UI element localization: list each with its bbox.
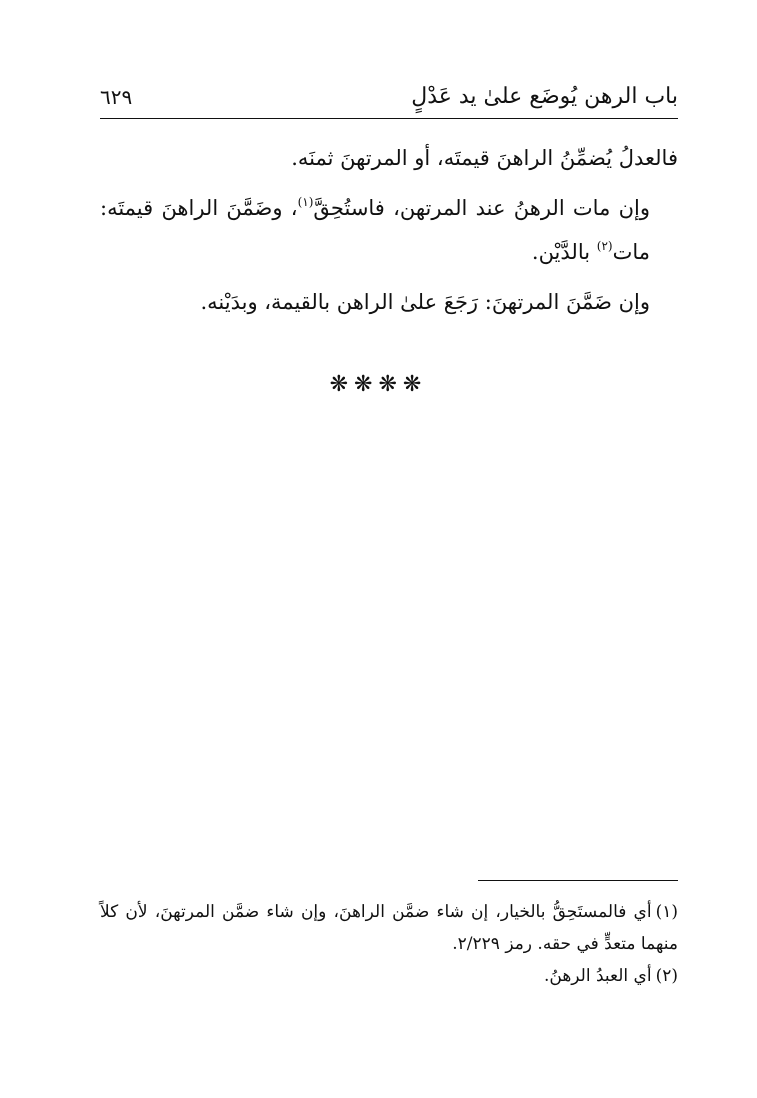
page-number: ٦٢٩ bbox=[100, 85, 133, 109]
footnote-1 bbox=[100, 896, 678, 960]
main-text bbox=[100, 136, 678, 330]
header-divider bbox=[100, 118, 678, 119]
footnote-1-number: (١) bbox=[655, 902, 678, 922]
paragraph-2 bbox=[100, 186, 678, 274]
footnote-2-text: أي العبدُ الرهنُ. bbox=[543, 966, 652, 986]
paragraph-3: وإن ضَمَّنَ المرتهنَ: رَجَعَ علىٰ الراهن بالقيمة، وبدَيْنه. bbox=[200, 290, 650, 314]
footnote-2-number: (٢) bbox=[655, 966, 678, 986]
paragraph-2-part-1: وإن مات الرهنُ عند المرتهن، فاستُحِقَّ bbox=[313, 196, 650, 220]
footnotes bbox=[100, 896, 678, 992]
footnote-ref-1[interactable]: (١) bbox=[297, 195, 314, 209]
footnote-1-text: أي فالمستَحِقُّ بالخيار، إن شاء ضمَّن الراهنَ، وإن شاء ضمَّن المرتهنَ، لأن كلاً منهما متعدٍّ في حقه. رمز ٢/٢٢٩. bbox=[100, 902, 678, 954]
section-separator-stars: ❋❋❋❋ bbox=[329, 372, 428, 397]
footnote-divider bbox=[478, 880, 678, 881]
paragraph-1: فالعدلُ يُضمِّنُ الراهنَ قيمتَه، أو المرتهنَ ثمنَه. bbox=[291, 146, 678, 170]
chapter-title: باب الرهن يُوضَع علىٰ يد عَدْلٍ bbox=[411, 84, 678, 109]
footnote-2 bbox=[100, 960, 678, 992]
paragraph-2-part-3: بالدَّيْن. bbox=[531, 240, 597, 264]
paragraph-2-part-2: ، وضَمَّنَ الراهنَ قيمتَه: مات bbox=[100, 196, 650, 264]
running-header bbox=[100, 80, 678, 118]
footnote-ref-2[interactable]: (٢) bbox=[596, 239, 613, 253]
